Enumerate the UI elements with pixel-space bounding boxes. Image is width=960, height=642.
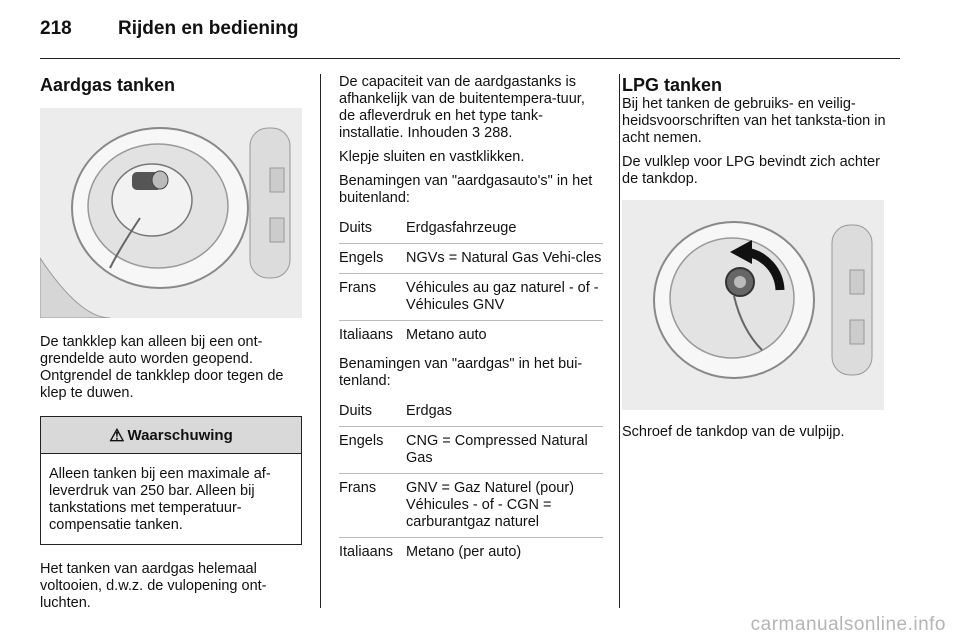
term-cell: Metano auto	[406, 327, 487, 343]
term-cell: Véhicules au gaz naturel - of - Véhicules GNV	[406, 280, 599, 313]
paragraph-lpg-valve: De vulklep voor LPG bevindt zich achter de tankdop.	[622, 154, 880, 187]
header-rule	[40, 58, 900, 59]
warning-header	[41, 417, 301, 454]
table-row	[339, 474, 603, 538]
term-cell: Erdgasfahrzeuge	[406, 220, 517, 236]
paragraph-cng-names: Benamingen van "aardgas" in het bui-tenland:	[339, 356, 583, 389]
paragraph-unscrew-cap: Schroef de tankdop van de vulpijp.	[622, 424, 845, 440]
warning-title: Waarschuwing	[127, 426, 233, 444]
language-cell: Engels	[339, 433, 384, 449]
paragraph-unlock-flap: De tankklep kan alleen bij een ont-grendelde auto worden geopend. Ontgrendel de tankklep door tegen de klep te duwen.	[40, 334, 284, 401]
fuel-flap-cng-figure	[40, 108, 302, 318]
language-cell: Duits	[339, 403, 373, 419]
page-reference-number: 288.	[484, 125, 513, 141]
page-number: 218	[40, 18, 72, 39]
page-reference-arrow: 3	[472, 125, 481, 141]
table-row	[339, 214, 603, 244]
term-cell: CNG = Compressed Natural Gas	[406, 433, 588, 466]
language-cell: Duits	[339, 220, 373, 236]
term-cell: Erdgas	[406, 403, 452, 419]
language-cell: Italiaans	[339, 327, 394, 343]
paragraph-safety: Bij het tanken de gebruiks- en veilig-heidsvoorschriften van het tanksta-tion in acht nemen.	[622, 96, 886, 146]
table-row	[339, 397, 603, 427]
watermark: carmanualsonline.info	[750, 614, 946, 635]
chapter-title: Rijden en bediening	[118, 18, 299, 39]
paragraph-close-flap: Klepje sluiten en vastklikken.	[339, 149, 525, 165]
term-cell: GNV = Gaz Naturel (pour) Véhicules - of - CGN = carburantgaz naturel	[406, 480, 575, 530]
column-2	[339, 74, 603, 573]
column-3	[622, 74, 900, 448]
table-row	[339, 538, 603, 567]
capacity-text: De capaciteit van de aardgastanks is afhankelijk van de buitentempera-tuur, de afleverdruk en het type tank-installatie. Inhouden	[339, 74, 585, 141]
column-divider-2	[619, 74, 620, 608]
paragraph-capacity	[339, 74, 603, 142]
table-row	[339, 427, 603, 474]
section-heading-aardgas: Aardgas tanken	[40, 75, 176, 95]
cng-names-table	[339, 397, 603, 567]
language-cell: Engels	[339, 250, 384, 266]
warning-box	[40, 416, 302, 545]
section-heading-lpg: LPG tanken	[622, 75, 723, 95]
paragraph-cng-car-names: Benamingen van "aardgasauto's" in het buitenland:	[339, 173, 593, 206]
table-row	[339, 244, 603, 274]
table-row	[339, 321, 603, 350]
language-cell: Italiaans	[339, 544, 394, 560]
term-cell: NGVs = Natural Gas Vehi-cles	[406, 250, 602, 266]
warning-text: Alleen tanken bij een maximale af-leverdruk van 250 bar. Alleen bij tankstations met temperatuur-compensatie tanken.	[49, 466, 271, 533]
column-divider-1	[320, 74, 321, 608]
language-cell: Frans	[339, 280, 377, 296]
cng-car-names-table	[339, 214, 603, 350]
table-row	[339, 274, 603, 321]
term-cell: Metano (per auto)	[406, 544, 522, 560]
lpg-filler-cap-figure	[622, 200, 884, 410]
language-cell: Frans	[339, 480, 377, 496]
column-1	[40, 74, 302, 619]
page-header	[40, 18, 900, 46]
paragraph-complete-filling: Het tanken van aardgas helemaal voltooien, d.w.z. de vulopening ont-luchten.	[40, 561, 267, 611]
warning-triangle-icon: ⚠	[109, 425, 125, 445]
